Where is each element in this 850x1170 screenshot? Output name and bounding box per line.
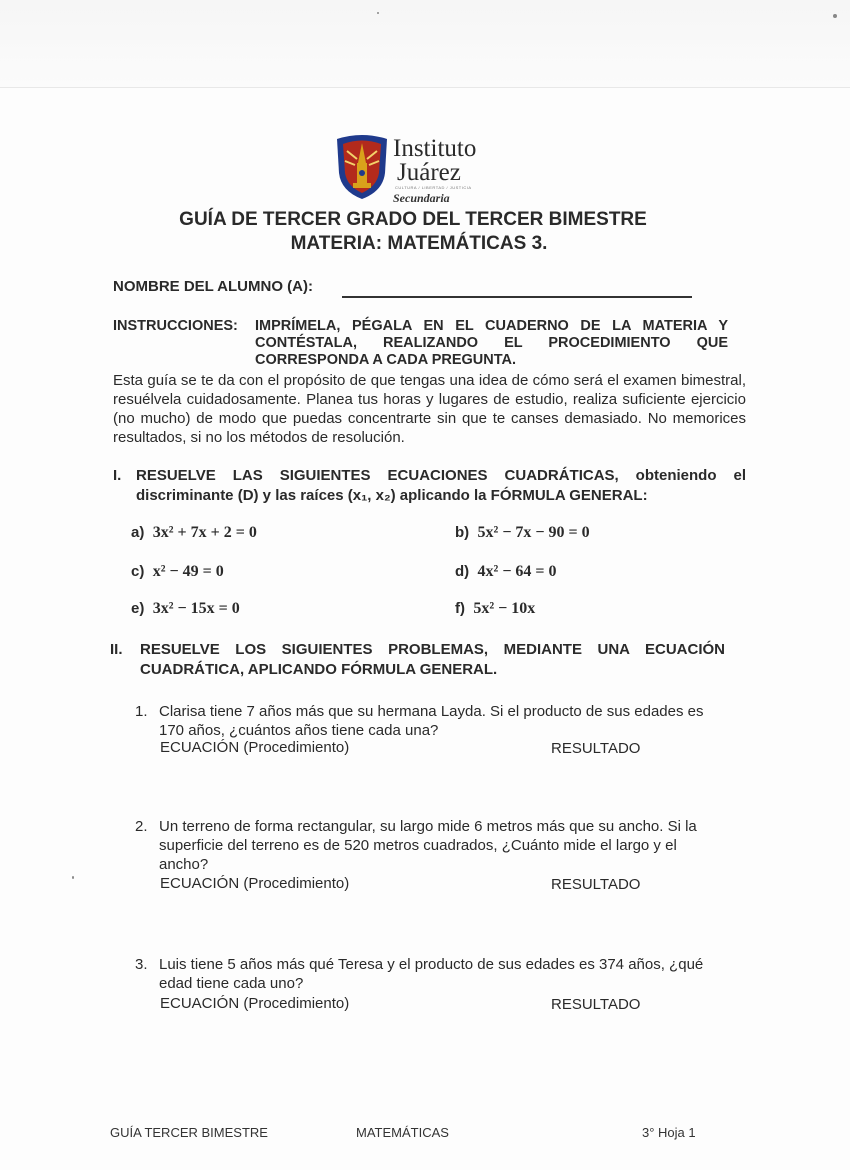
equation-b [455, 524, 590, 542]
problem-text: Un terreno de forma rectangular, su largo mide 6 metros más que su ancho. Si la superficie del terreno es de 520 metros cuadrados, ¿Cuánto mide el largo y el ancho? [159, 818, 697, 873]
problem-number: 3. [135, 956, 148, 973]
equation-label: c) [131, 563, 145, 580]
equation-label: f) [455, 600, 465, 617]
equation-expression: 5x² − 7x − 90 = 0 [477, 524, 590, 541]
equation-a [131, 524, 257, 542]
intro-paragraph: Esta guía se te da con el propósito de que tengas una idea de cómo será el examen bimestral, resuélvela cuidadosamente. Planea tus horas y lugares de estudio, realiza suficiente ejercicio (no mucho) de modo que puedas concentrarte sin que te canses demasiado. No memorices resultados, si no los métodos de resolución. [113, 372, 746, 446]
subject-title: MATERIA: MATEMÁTICAS 3. [290, 233, 548, 254]
equation-label: a) [131, 524, 145, 541]
equation-d [455, 563, 557, 581]
result-label: RESULTADO [551, 876, 641, 893]
problem-number: 1. [135, 703, 148, 720]
footer-center: MATEMÁTICAS [356, 1125, 449, 1140]
footer-right: 3° Hoja 1 [642, 1125, 696, 1140]
scan-speck [72, 876, 74, 879]
institution-logo [333, 133, 493, 205]
result-label: RESULTADO [551, 740, 641, 757]
equation-expression: 3x² + 7x + 2 = 0 [152, 524, 257, 541]
scan-speck [377, 12, 379, 14]
section-2-text: RESUELVE LOS SIGUIENTES PROBLEMAS, MEDIANTE UNA ECUACIÓN CUADRÁTICA, APLICANDO FÓRMULA GENERAL. [140, 641, 725, 678]
procedure-label: ECUACIÓN (Procedimiento) [160, 875, 350, 892]
section-1-text: RESUELVE LAS SIGUIENTES ECUACIONES CUADRÁTICAS, obteniendo el discriminante (D) y las raíces (x₁, x₂) aplicando la FÓRMULA GENERAL: [136, 467, 746, 504]
section-1-number: I. [113, 467, 122, 484]
problem-text: Luis tiene 5 años más qué Teresa y el producto de sus edades es 374 años, ¿qué edad tiene cada uno? [159, 956, 704, 992]
scan-top-margin [0, 0, 850, 88]
shield-icon [333, 133, 391, 201]
institution-name-line2: Juárez [397, 159, 461, 186]
equation-c [131, 563, 224, 581]
equation-expression: x² − 49 = 0 [152, 563, 224, 580]
procedure-label: ECUACIÓN (Procedimiento) [160, 739, 350, 756]
institution-name [393, 137, 476, 185]
institution-name-line1: Instituto [393, 135, 477, 162]
equation-e [131, 600, 240, 618]
equation-expression: 4x² − 64 = 0 [477, 563, 557, 580]
equation-label: b) [455, 524, 470, 541]
section-2-number: II. [110, 641, 123, 658]
result-label: RESULTADO [551, 996, 641, 1013]
procedure-label: ECUACIÓN (Procedimiento) [160, 995, 350, 1012]
equation-expression: 5x² − 10x [473, 600, 536, 617]
equation-expression: 3x² − 15x = 0 [152, 600, 240, 617]
problem-number: 2. [135, 818, 148, 835]
equation-f [455, 600, 535, 618]
equation-label: d) [455, 563, 470, 580]
instructions-text: IMPRÍMELA, PÉGALA EN EL CUADERNO DE LA MATERIA Y CONTÉSTALA, REALIZANDO EL PROCEDIMIENTO QUE CORRESPONDA A CADA PREGUNTA. [255, 318, 728, 368]
footer-left: GUÍA TERCER BIMESTRE [110, 1125, 268, 1140]
student-name-field[interactable] [342, 296, 692, 298]
document-title: GUÍA DE TERCER GRADO DEL TERCER BIMESTRE [179, 209, 647, 230]
student-name-label: NOMBRE DEL ALUMNO (A): [113, 278, 313, 295]
institution-level: Secundaria [393, 191, 450, 205]
institution-motto: CULTURA / LIBERTAD / JUSTICIA [395, 185, 472, 190]
equation-label: e) [131, 600, 145, 617]
problem-text: Clarisa tiene 7 años más que su hermana Layda. Si el producto de sus edades es 170 años, ¿cuántos años tiene cada una? [159, 703, 704, 739]
scan-speck [833, 14, 837, 18]
instructions-label: INSTRUCCIONES: [113, 318, 238, 334]
